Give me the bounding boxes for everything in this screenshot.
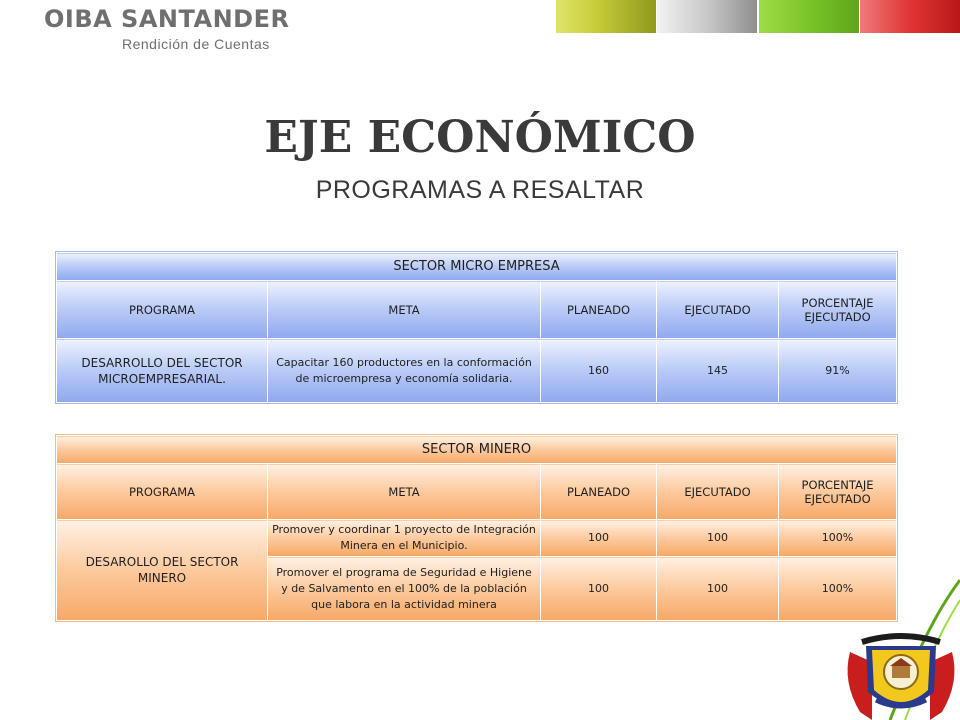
col-header-meta: META (268, 464, 541, 520)
cell-programa: DESAROLLO DEL SECTOR MINERO (57, 520, 268, 621)
page-title: EJE ECONÓMICO (264, 112, 696, 163)
brand-header (44, 4, 289, 52)
color-bar-green (759, 0, 859, 33)
brand-subtitle: Rendición de Cuentas (122, 36, 270, 52)
cell-ejecutado: 100 (657, 557, 779, 621)
cell-planeado: 100 (541, 520, 657, 557)
color-bar-gray (657, 0, 757, 33)
col-header-programa: PROGRAMA (57, 464, 268, 520)
cell-meta: Promover y coordinar 1 proyecto de Integración Minera en el Municipio. (268, 520, 541, 557)
brand-title: OIBA SANTANDER (44, 5, 290, 33)
coat-of-arms-icon (842, 612, 960, 720)
table-row (57, 339, 897, 403)
table-micro-empresa (56, 252, 897, 403)
col-header-porcentaje: PORCENTAJE EJECUTADO (779, 281, 897, 339)
cell-meta: Capacitar 160 productores en la conformación de microempresa y economía solidaria. (268, 339, 541, 403)
col-header-programa: PROGRAMA (57, 281, 268, 339)
col-header-ejecutado: EJECUTADO (657, 464, 779, 520)
color-bar-olive (556, 0, 656, 33)
cell-meta: Promover el programa de Seguridad e Higiene y de Salvamento en el 100% de la población que labora en la actividad minera (268, 557, 541, 621)
table-row (57, 520, 897, 557)
col-header-meta: META (268, 281, 541, 339)
cell-ejecutado: 100 (657, 520, 779, 557)
col-header-ejecutado: EJECUTADO (657, 281, 779, 339)
cell-planeado: 160 (541, 339, 657, 403)
cell-porcentaje: 100% (779, 520, 897, 557)
cell-ejecutado: 145 (657, 339, 779, 403)
sector-title: SECTOR MINERO (57, 436, 897, 464)
color-bar-red (860, 0, 960, 33)
cell-porcentaje: 91% (779, 339, 897, 403)
col-header-planeado: PLANEADO (541, 464, 657, 520)
cell-programa: DESARROLLO DEL SECTOR MICROEMPRESARIAL. (57, 339, 268, 403)
cell-porcentaje: 100% (779, 557, 897, 621)
table-sector-minero (56, 435, 897, 621)
cell-planeado: 100 (541, 557, 657, 621)
sector-title: SECTOR MICRO EMPRESA (57, 253, 897, 281)
page-subtitle: PROGRAMAS A RESALTAR (315, 176, 645, 204)
col-header-planeado: PLANEADO (541, 281, 657, 339)
col-header-porcentaje: PORCENTAJE EJECUTADO (779, 464, 897, 520)
